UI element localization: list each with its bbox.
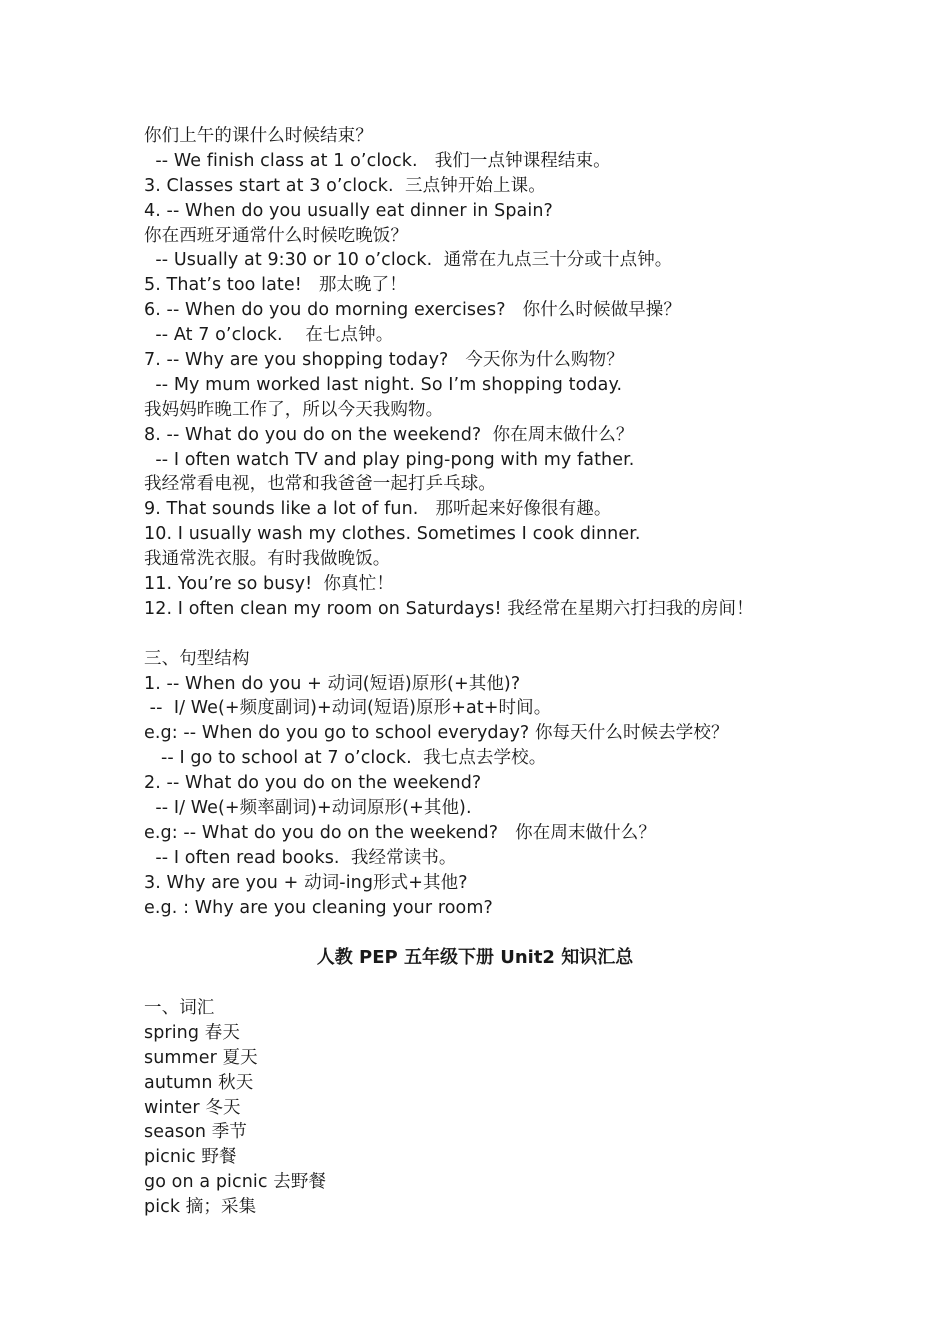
vocab-item: go on a picnic 去野餐	[144, 1172, 327, 1193]
vocab-item: pick 摘；采集	[144, 1197, 257, 1218]
text-line: 我经常看电视，也常和我爸爸一起打乒乓球。	[144, 474, 496, 495]
text-line: -- I often read books. 我经常读书。	[144, 847, 457, 868]
section-heading: 三、句型结构	[144, 648, 250, 669]
text-line: 6. -- When do you do morning exercises? 你什么时候做早操？	[144, 300, 682, 321]
text-line: 2. -- What do you do on the weekend?	[144, 773, 482, 794]
text-line: 1. -- When do you + 动词(短语)原形(+其他)?	[144, 673, 521, 694]
vocab-item: winter 冬天	[144, 1097, 241, 1118]
text-line: e.g: -- What do you do on the weekend? 你在周末做什么？	[144, 822, 656, 843]
unit-title: 人教 PEP 五年级下册 Unit2 知识汇总	[316, 947, 634, 968]
text-line: 3. Classes start at 3 o’clock. 三点钟开始上课。	[144, 175, 546, 196]
text-line: e.g. : Why are you cleaning your room?	[144, 897, 493, 918]
vocab-item: season 季节	[144, 1122, 247, 1143]
text-line: 12. I often clean my room on Saturdays! 我经常在星期六打扫我的房间！	[144, 598, 754, 619]
text-line: -- We finish class at 1 o’clock. 我们一点钟课程结束。	[144, 150, 611, 171]
vocabulary-section	[144, 996, 864, 1220]
vocab-item: spring 春天	[144, 1022, 240, 1043]
text-line: 8. -- What do you do on the weekend? 你在周末做什么？	[144, 424, 634, 445]
text-line: 我通常洗衣服。有时我做晚饭。	[144, 549, 391, 570]
text-line: 11. You’re so busy! 你真忙！	[144, 574, 394, 595]
text-line: -- I/ We(+频度副词)+动词(短语)原形+at+时间。	[144, 698, 552, 719]
text-line: e.g: -- When do you go to school everyday? 你每天什么时候去学校？	[144, 723, 729, 744]
text-line: -- Usually at 9:30 or 10 o’clock. 通常在九点三十分或十点钟。	[144, 250, 673, 271]
text-line: 3. Why are you + 动词-ing形式+其他?	[144, 872, 468, 893]
text-line: -- I/ We(+频率副词)+动词原形(+其他).	[144, 798, 472, 819]
text-line: 5. That’s too late! 那太晚了！	[144, 275, 407, 296]
text-line: 7. -- Why are you shopping today? 今天你为什么购物？	[144, 350, 624, 371]
vocab-item: picnic 野餐	[144, 1147, 237, 1168]
text-line: 你在西班牙通常什么时候吃晚饭？	[144, 225, 408, 246]
blank-line	[144, 622, 864, 647]
section-heading: 一、词汇	[144, 998, 215, 1018]
text-line: 4. -- When do you usually eat dinner in Spain?	[144, 200, 553, 221]
vocab-item: summer 夏天	[144, 1047, 258, 1068]
sentences-section	[144, 124, 864, 921]
text-line: 我妈妈昨晚工作了，所以今天我购物。	[144, 399, 444, 420]
text-line: -- My mum worked last night. So I’m shopping today.	[144, 374, 623, 395]
text-line: 10. I usually wash my clothes. Sometimes I cook dinner.	[144, 524, 641, 545]
vocab-item: autumn 秋天	[144, 1072, 254, 1093]
text-line: -- I go to school at 7 o’clock. 我七点去学校。	[144, 748, 547, 769]
text-line: -- At 7 o’clock. 在七点钟。	[144, 325, 394, 346]
text-line: 你们上午的课什么时候结束？	[144, 126, 373, 146]
text-line: 9. That sounds like a lot of fun. 那听起来好像很有趣。	[144, 499, 612, 520]
text-line: -- I often watch TV and play ping-pong with my father.	[144, 449, 635, 470]
